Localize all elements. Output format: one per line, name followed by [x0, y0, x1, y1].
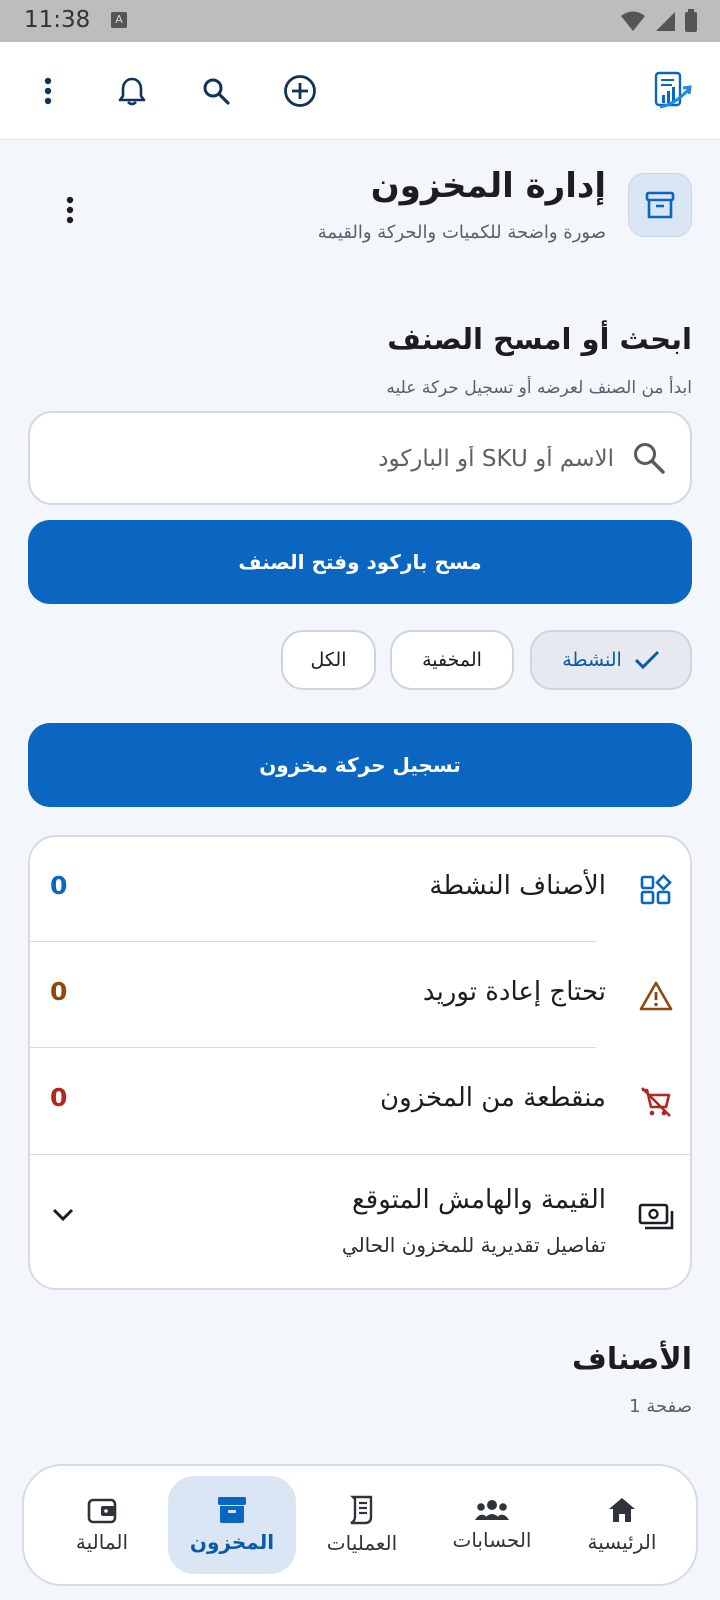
app-bar: [0, 42, 720, 140]
search-icon[interactable]: [192, 67, 240, 115]
items-section-title: الأصناف: [572, 1342, 692, 1377]
value-margin-expander[interactable]: [30, 1155, 692, 1290]
bell-icon[interactable]: [108, 67, 156, 115]
value-panel-subtitle: تفاصيل تقديرية للمخزون الحالي: [341, 1233, 606, 1257]
page-header: [0, 160, 720, 260]
divider: [30, 941, 596, 942]
nav-item-home[interactable]: [558, 1476, 686, 1574]
signal-icon: [654, 10, 676, 32]
wifi-icon: [620, 10, 646, 32]
nav-item-accounts[interactable]: [428, 1476, 556, 1574]
search-section-title: ابحث أو امسح الصنف: [387, 322, 692, 356]
search-input[interactable]: [94, 437, 614, 481]
nav-label: العمليات: [326, 1531, 398, 1555]
check-icon: [634, 650, 660, 670]
stat-label: الأصناف النشطة: [429, 871, 606, 901]
nav-label: الرئيسية: [587, 1530, 657, 1554]
stat-label: تحتاج إعادة توريد: [422, 977, 606, 1007]
more-vertical-icon[interactable]: [24, 67, 72, 115]
divider: [30, 1047, 596, 1048]
nav-label: المالية: [75, 1530, 129, 1554]
battery-icon: [684, 9, 698, 33]
header-more-icon[interactable]: [50, 190, 90, 230]
filter-chip-hidden-label: المخفية: [422, 649, 482, 671]
stat-row-active-items[interactable]: [30, 837, 692, 943]
filter-chip-active-label: النشطة: [562, 649, 622, 671]
stat-row-needs-restock[interactable]: [30, 943, 692, 1049]
wallet-icon: [87, 1496, 117, 1524]
stat-row-out-of-stock[interactable]: [30, 1049, 692, 1155]
notification-icon: A: [111, 12, 127, 28]
stat-label: منقطعة من المخزون: [380, 1083, 606, 1113]
people-icon: [474, 1498, 510, 1522]
add-circle-icon[interactable]: [276, 67, 324, 115]
status-bar: [0, 0, 720, 42]
grid-shapes-icon: [638, 872, 674, 908]
filter-chip-active[interactable]: [530, 630, 692, 690]
archive-box-icon: [217, 1496, 247, 1524]
archive-box-icon: [628, 173, 692, 237]
value-panel-title: القيمة والهامش المتوقع: [351, 1185, 606, 1215]
app-logo-icon[interactable]: [648, 67, 696, 115]
stat-value: 0: [50, 977, 68, 1006]
record-movement-button[interactable]: تسجيل حركة مخزون: [28, 723, 692, 807]
search-field[interactable]: [28, 411, 692, 505]
system-icons: [620, 9, 698, 33]
cash-icon: [638, 1203, 674, 1235]
inventory-stats-card: [28, 835, 692, 1290]
status-time: 11:38: [24, 7, 91, 33]
filter-chip-hidden[interactable]: [390, 630, 514, 690]
search-icon: [632, 441, 666, 479]
nav-item-inventory[interactable]: [168, 1476, 296, 1574]
home-icon: [607, 1496, 637, 1524]
filter-chip-all[interactable]: [281, 630, 376, 690]
page-title: إدارة المخزون: [370, 166, 606, 206]
nav-item-operations[interactable]: [298, 1476, 426, 1574]
filter-chip-all-label: الكل: [310, 649, 347, 671]
receipt-icon: [347, 1495, 377, 1525]
items-page-label: صفحة 1: [629, 1396, 692, 1417]
cart-off-icon: [638, 1084, 674, 1120]
nav-label: المخزون: [189, 1530, 275, 1554]
stat-value: 0: [50, 1083, 68, 1112]
warning-triangle-icon: [638, 978, 674, 1014]
bottom-navigation: [22, 1464, 698, 1586]
page-subtitle: صورة واضحة للكميات والحركة والقيمة: [317, 222, 606, 243]
chevron-down-icon[interactable]: [52, 1207, 74, 1226]
scan-barcode-button[interactable]: مسح باركود وفتح الصنف: [28, 520, 692, 604]
stat-value: 0: [50, 871, 68, 900]
nav-label: الحسابات: [452, 1528, 532, 1552]
nav-item-finance[interactable]: [38, 1476, 166, 1574]
search-section-hint: ابدأ من الصنف لعرضه أو تسجيل حركة عليه: [386, 378, 692, 398]
